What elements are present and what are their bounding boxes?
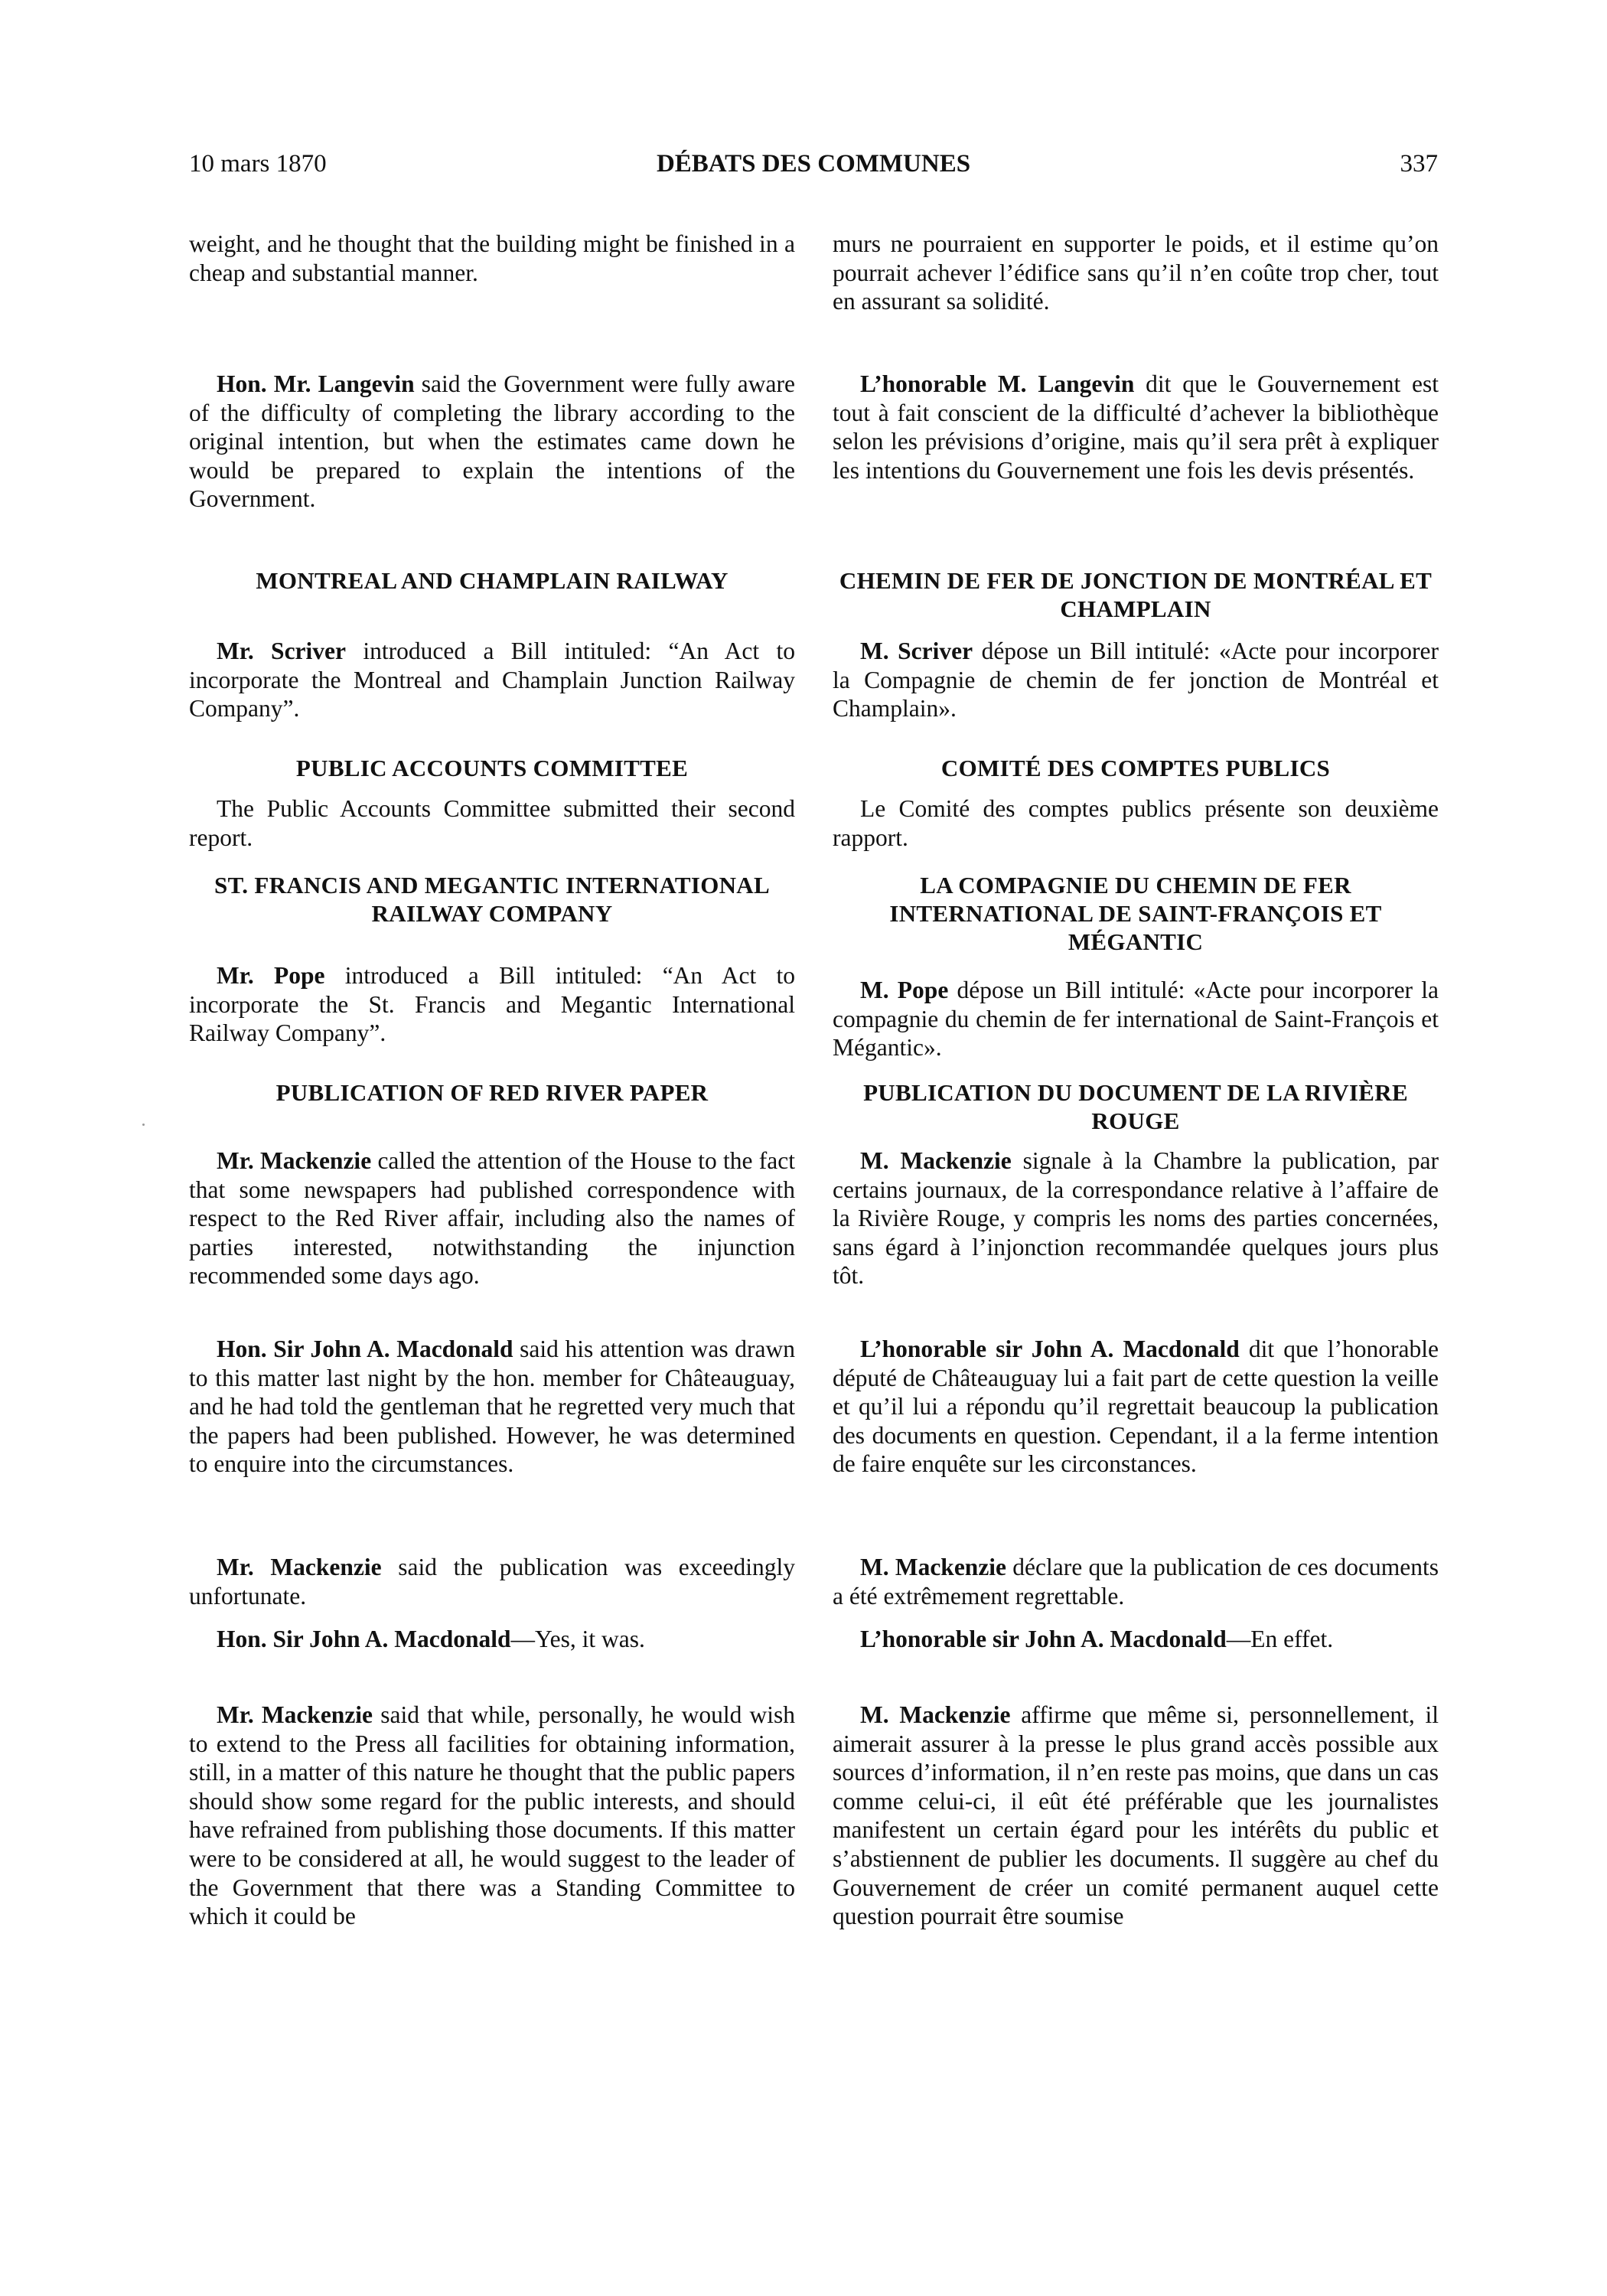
en-paragraph-langevin bbox=[189, 370, 795, 514]
paragraph-text: weight, and he thought that the building might be finished in a cheap and substantial manner. bbox=[189, 230, 795, 286]
fr-paragraph-mackenzie-2 bbox=[833, 1553, 1439, 1610]
paragraph-text: dit que l’honorable député de Châteauguay lui a fait part de cette question la veille et qu’il lui a répondu qu’il regrettait beaucoup la publication des documents en question. Cependant, il a la ferme intention de faire enquête sur les circonstances. bbox=[833, 1336, 1439, 1478]
en-paragraph-macdonald-1 bbox=[189, 1335, 795, 1479]
en-paragraph-pope bbox=[189, 961, 795, 1048]
paragraph-text: dépose un Bill intitulé: «Acte pour incorporer la compagnie du chemin de fer international de Saint-François et Mégantic». bbox=[833, 977, 1439, 1062]
speaker-name: M. Scriver bbox=[860, 638, 973, 664]
running-head bbox=[189, 150, 1438, 188]
speaker-name: Mr. Mackenzie bbox=[217, 1701, 373, 1728]
en-paragraph-continued bbox=[189, 230, 795, 287]
paragraph-text: —En effet. bbox=[1226, 1626, 1334, 1652]
fr-heading-chemin-de-fer-jonction: CHEMIN DE FER DE JONCTION DE MONTRÉAL ET CHAMPLAIN bbox=[839, 567, 1433, 622]
en-heading-red-river-paper: PUBLICATION OF RED RIVER PAPER bbox=[275, 1079, 709, 1106]
fr-paragraph-langevin bbox=[833, 370, 1439, 484]
fr-paragraph-macdonald-1 bbox=[833, 1335, 1439, 1479]
fr-heading-riviere-rouge: PUBLICATION DU DOCUMENT DE LA RIVIÈRE ROUGE bbox=[863, 1079, 1408, 1134]
en-heading-montreal-champlain-railway: MONTREAL AND CHAMPLAIN RAILWAY bbox=[256, 567, 729, 594]
paragraph-text: murs ne pourraient en supporter le poids, et il estime qu’on pourrait achever l’édifice sans qu’il n’en coûte trop cher, tout en assurant sa solidité. bbox=[833, 230, 1439, 315]
speaker-name: Hon. Sir John A. Macdonald bbox=[217, 1626, 511, 1652]
header-date: 10 mars 1870 bbox=[189, 150, 327, 178]
paragraph-text: dit que le Gouvernement est tout à fait conscient de la difficulté d’achever la bibliothèque selon les prévisions d’origine, mais qu’il sera prêt à expliquer les intentions du Gouvernement une fois les devis présentés. bbox=[833, 370, 1439, 484]
scan-speck bbox=[142, 1124, 145, 1126]
speaker-name: Hon. Mr. Langevin bbox=[217, 370, 415, 397]
speaker-name: Mr. Pope bbox=[217, 962, 325, 989]
speaker-name: Hon. Sir John A. Macdonald bbox=[217, 1336, 513, 1362]
fr-paragraph-scriver bbox=[833, 637, 1439, 723]
speaker-name: M. Pope bbox=[860, 977, 949, 1003]
paragraph-text: déclare que la publication de ces documents a été extrêmement regrettable. bbox=[833, 1554, 1439, 1609]
paragraph-text: The Public Accounts Committee submitted their second report. bbox=[189, 795, 795, 851]
fr-paragraph-macdonald-2 bbox=[833, 1625, 1439, 1654]
paragraph-text: said the publication was exceedingly unfortunate. bbox=[189, 1554, 795, 1609]
paragraph-text: affirme que même si, personnellement, il aimerait assurer à la presse le plus grand accès possible aux sources d’information, il n’en reste pas moins, que dans un cas comme celui-ci, il eût été préférable que les journalistes manifestent un certain égard pour les intérêts du public et s’abstiennent de publier les documents. Il suggère au chef du Gouvernement de créer un comité permanent auquel cette question pourrait être soumise bbox=[833, 1701, 1439, 1930]
speaker-name: Mr. Mackenzie bbox=[217, 1147, 372, 1174]
fr-paragraph-pope bbox=[833, 976, 1439, 1062]
paragraph-text: signale à la Chambre la publication, par certains journaux, de la correspondance relative à l’affaire de la Rivière Rouge, y compris les noms des parties concernées, sans égard à l’injonction recommandée quelques jours plus tôt. bbox=[833, 1147, 1439, 1290]
en-paragraph-mackenzie-2 bbox=[189, 1553, 795, 1610]
fr-heading-saint-francois-megantic: LA COMPAGNIE DU CHEMIN DE FER INTERNATIONAL DE SAINT-FRANÇOIS ET MÉGANTIC bbox=[889, 872, 1382, 955]
header-title: DÉBATS DES COMMUNES bbox=[656, 150, 971, 178]
speaker-name: Mr. Scriver bbox=[217, 638, 347, 664]
paragraph-text: introduced a Bill intituled: “An Act to incorporate the Montreal and Champlain Junction Railway Company”. bbox=[189, 638, 795, 722]
paragraph-text: called the attention of the House to the fact that some newspapers had published correspondence with respect to the Red River affair, including also the names of parties interested, notwithstanding the injunction recommended some days ago. bbox=[189, 1147, 795, 1290]
en-heading-st-francis-megantic: ST. FRANCIS AND MEGANTIC INTERNATIONAL RAILWAY COMPANY bbox=[214, 872, 770, 927]
paragraph-text: dépose un Bill intitulé: «Acte pour incorporer la Compagnie de chemin de fer jonction de Montréal et Champlain». bbox=[833, 638, 1439, 722]
paragraph-text: said that while, personally, he would wish to extend to the Press all facilities for obtaining information, still, in a matter of this nature he thought that the public papers should show some regard for the public interests, and should have refrained from publishing those documents. If this matter were to be considered at all, he would suggest to the leader of the Government that there was a Standing Committee to which it could be bbox=[189, 1701, 795, 1930]
fr-paragraph-comptes-publics bbox=[833, 794, 1439, 852]
en-paragraph-macdonald-2 bbox=[189, 1625, 795, 1654]
paragraph-text: said the Government were fully aware of the difficulty of completing the library according to the original intention, but when the estimates came down he would be prepared to explain the intentions of the Government. bbox=[189, 370, 795, 513]
speaker-name: L’honorable sir John A. Macdonald bbox=[860, 1626, 1227, 1652]
speaker-name: Mr. Mackenzie bbox=[217, 1554, 382, 1580]
en-paragraph-mackenzie-3 bbox=[189, 1701, 795, 1931]
page-number: 337 bbox=[1400, 150, 1438, 178]
en-paragraph-public-accounts bbox=[189, 794, 795, 852]
en-paragraph-scriver bbox=[189, 637, 795, 723]
en-paragraph-mackenzie-1 bbox=[189, 1146, 795, 1290]
speaker-name: L’honorable sir John A. Macdonald bbox=[860, 1336, 1240, 1362]
speaker-name: L’honorable M. Langevin bbox=[860, 370, 1135, 397]
fr-heading-comptes-publics: COMITÉ DES COMPTES PUBLICS bbox=[940, 755, 1331, 781]
speaker-name: M. Mackenzie bbox=[860, 1554, 1007, 1580]
fr-paragraph-mackenzie-3 bbox=[833, 1701, 1439, 1931]
fr-paragraph-continued bbox=[833, 230, 1439, 316]
paragraph-text: Le Comité des comptes publics présente son deuxième rapport. bbox=[833, 795, 1439, 851]
paragraph-text: said his attention was drawn to this matter last night by the hon. member for Châteauguay, and he had told the gentleman that he regretted very much that the papers had been published. However, he was determined to enquire into the circumstances. bbox=[189, 1336, 795, 1478]
paragraph-text: introduced a Bill intituled: “An Act to incorporate the St. Francis and Megantic International Railway Company”. bbox=[189, 962, 796, 1047]
paragraph-text: —Yes, it was. bbox=[510, 1626, 645, 1652]
fr-paragraph-mackenzie-1 bbox=[833, 1146, 1439, 1290]
speaker-name: M. Mackenzie bbox=[860, 1147, 1012, 1174]
en-heading-public-accounts: PUBLIC ACCOUNTS COMMITTEE bbox=[295, 755, 689, 781]
speaker-name: M. Mackenzie bbox=[860, 1701, 1011, 1728]
